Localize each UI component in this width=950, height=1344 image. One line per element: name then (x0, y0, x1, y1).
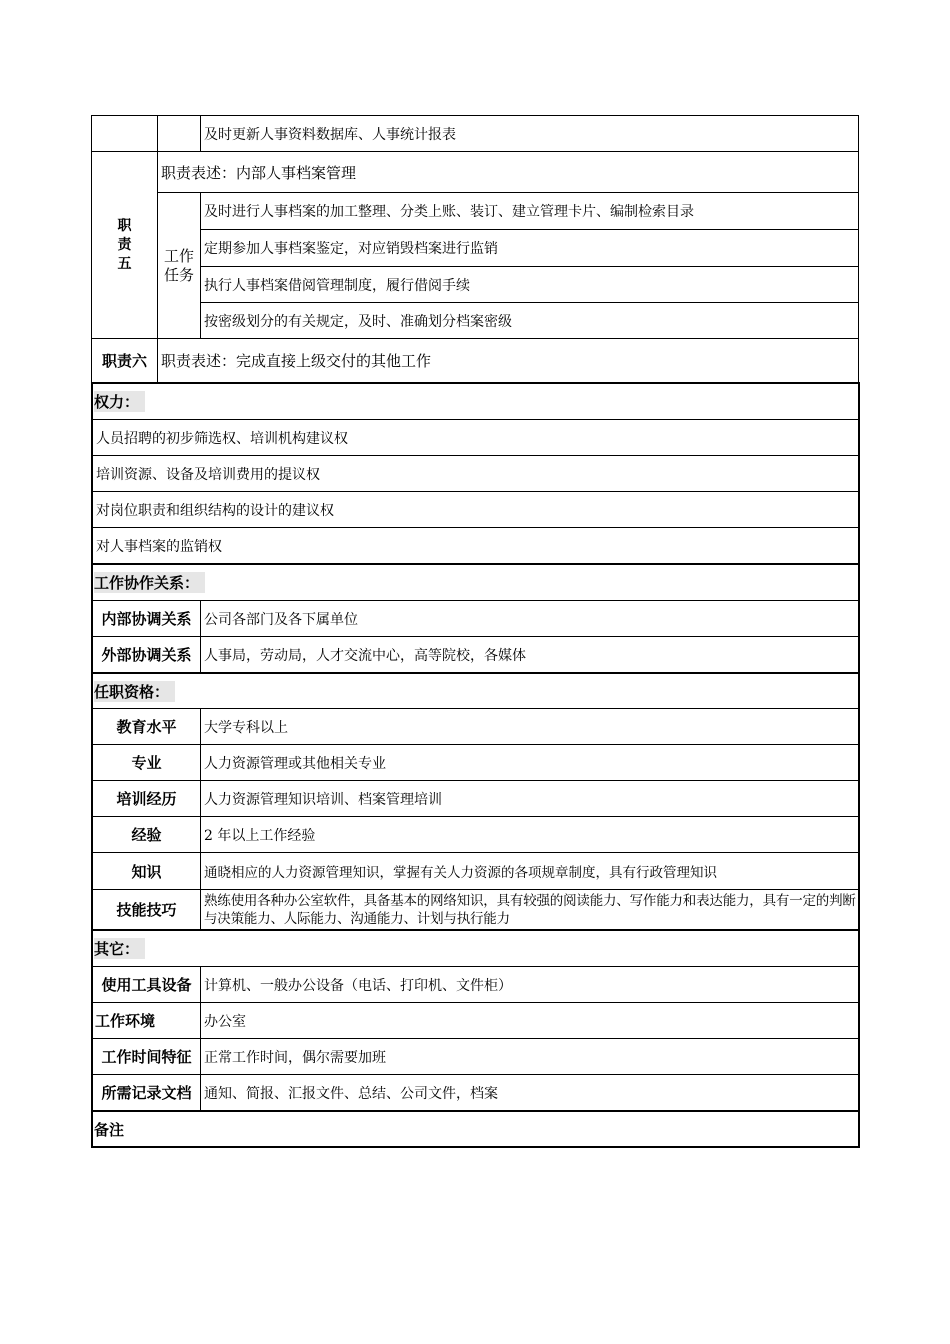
duty5-statement: 职责表述：内部人事档案管理 (161, 163, 357, 182)
task-label-line: 工作 (163, 246, 194, 265)
qualification-label: 教育水平 (116, 718, 177, 736)
duty6-label: 职责六 (101, 352, 147, 370)
other-label: 所需记录文档 (101, 1084, 192, 1102)
other-value: 通知、简报、汇报文件、总结、公司文件，档案 (204, 1085, 498, 1102)
task-label-line: 任务 (163, 265, 194, 284)
other-label: 使用工具设备 (101, 976, 192, 994)
other-title (94, 931, 594, 966)
other-value: 正常工作时间，偶尔需要加班 (204, 1049, 386, 1066)
qualification-value: 人力资源管理或其他相关专业 (204, 755, 386, 772)
other-value: 计算机、一般办公设备（电话、打印机、文件柜） (204, 977, 512, 994)
qualification-label: 技能技巧 (116, 901, 177, 919)
qualification-label: 经验 (131, 826, 162, 844)
qualification-value: 熟练使用各种办公室软件，具备基本的网络知识，具有较强的阅读能力、写作能力和表达能力，具有一定的判断与决策能力、人际能力、沟通能力、计划与执行能力 (204, 892, 856, 927)
duty5-label-line: 职 (117, 217, 132, 234)
duty5-task-label (158, 193, 200, 338)
power-title-text: 权力： (94, 391, 145, 412)
other-label: 工作时间特征 (101, 1048, 192, 1066)
qualification-title-text: 任职资格： (94, 681, 175, 702)
qualification-label: 培训经历 (116, 790, 177, 808)
duty5-task: 按密级划分的有关规定，及时、准确划分档案密级 (204, 313, 512, 330)
power-item: 人员招聘的初步筛选权、培训机构建议权 (96, 430, 348, 447)
power-item: 对人事档案的监销权 (96, 538, 222, 555)
duty5-label-line: 责 (117, 236, 132, 253)
power-item: 培训资源、设备及培训费用的提议权 (96, 466, 320, 483)
duty5-task: 及时进行人事档案的加工整理、分类上账、装订、建立管理卡片、编制检索目录 (204, 204, 694, 220)
qualification-value: 通晓相应的人力资源管理知识，掌握有关人力资源的各项规章制度，具有行政管理知识 (204, 865, 717, 881)
cooperation-label: 内部协调关系 (101, 610, 192, 628)
duty5-task: 定期参加人事档案鉴定，对应销毁档案进行监销 (204, 241, 498, 257)
duty5-prev-task: 及时更新人事资料数据库、人事统计报表 (204, 126, 456, 143)
other-label: 工作环境 (95, 1012, 156, 1030)
remark-title: 备注 (94, 1120, 125, 1139)
qualification-title (94, 674, 594, 708)
cooperation-value: 公司各部门及各下属单位 (204, 611, 358, 628)
duty5-task: 执行人事档案借阅管理制度，履行借阅手续 (204, 277, 470, 294)
duty6-statement: 职责表述：完成直接上级交付的其他工作 (161, 352, 432, 370)
cooperation-title (94, 565, 594, 600)
cooperation-value: 人事局，劳动局，人才交流中心，高等院校，各媒体 (204, 647, 526, 664)
other-value: 办公室 (204, 1013, 246, 1030)
cooperation-label: 外部协调关系 (101, 646, 192, 664)
qualification-value: 大学专科以上 (204, 719, 288, 736)
qualification-value: 人力资源管理知识培训、档案管理培训 (204, 791, 442, 808)
qualification-value: 2 年以上工作经验 (204, 827, 316, 844)
power-title (94, 384, 594, 419)
power-item: 对岗位职责和组织结构的设计的建议权 (96, 502, 334, 519)
cooperation-title-text: 工作协作关系： (94, 572, 205, 593)
qualification-label: 知识 (131, 862, 162, 881)
duty5-label-line: 五 (117, 255, 132, 272)
duty5-label (92, 152, 157, 338)
other-title-text: 其它： (94, 938, 145, 959)
qualification-label: 专业 (131, 754, 162, 772)
